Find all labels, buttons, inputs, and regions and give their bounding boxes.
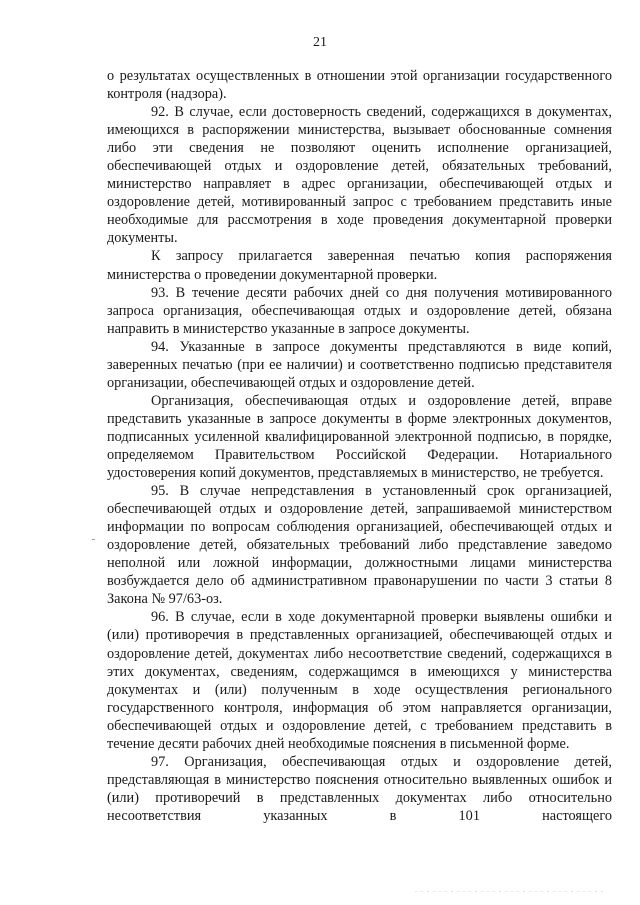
margin-mark [92, 539, 95, 540]
scan-artifact [415, 891, 605, 892]
paragraph-97: 97. Организация, обеспечивающая отдых и оздоровление детей, представляющая в министерство пояснения относительно выявленных ошибок и (или) противоречий в представленных документах либо относительно несоответствия указанных в 101 настоящего [107, 753, 612, 824]
paragraph-92: 92. В случае, если достоверность сведений, содержащихся в документах, имеющихся в распоряжении министерства, вызывает обоснованные сомнения либо эти сведения не позволяют оценить исполнение организацией, обеспечивающей отдых и оздоровление детей, обязательных требований, министерство направляет в адрес организации, обеспечивающей отдых и оздоровление детей, мотивированный запрос с требованием представить иные необходимые для рассмотрения в ходе проведения документарной проверки документы. [107, 104, 612, 247]
paragraph-electronic-documents: Организация, обеспечивающая отдых и оздоровление детей, вправе представить указанные в запросе документы в форме электронных документов, подписанных усиленной квалифицированной электронной подписью, в порядке, определяемом Правительством Российской Федерации. Нотариального удостоверения копий документов, представляемых в министерство, не требуется. [107, 392, 612, 482]
paragraph-continuation: о результатах осуществленных в отношении этой организации государственного контроля (надзора). [107, 68, 612, 103]
paragraph-93: 93. В течение десяти рабочих дней со дня получения мотивированного запроса организация, обеспечивающая отдых и оздоровление детей, обязана направить в министерство указанные в запросе документы. [107, 284, 612, 337]
paragraph-95: 95. В случае непредставления в установленный срок организацией, обеспечивающей отдых и оздоровление детей, запрашиваемой министерством информации по вопросам соблюдения организацией, обеспечивающей отдых и оздоровление детей, обязательных требований либо представление заведомо неполной или ложной информации, должностными лицами министерства возбуждается дело об административном правонарушении по части 3 статьи 8 Закона № 97/63-оз. [107, 483, 612, 608]
paragraph-94: 94. Указанные в запросе документы представляются в виде копий, заверенных печатью (при ее наличии) и соответственно подписью представителя организации, обеспечивающей отдых и оздоровление детей. [107, 338, 612, 391]
paragraph-request-attachment: К запросу прилагается заверенная печатью копия распоряжения министерства о проведении документарной проверки. [107, 248, 612, 283]
paragraph-96: 96. В случае, если в ходе документарной проверки выявлены ошибки и (или) противоречия в представленных организацией, обеспечивающей отдых и оздоровление детей, документах либо несоответствие сведений, содержащихся в этих документах, сведениям, содержащимся в имеющихся у министерства документах и (или) полученным в ходе осуществления регионального государственного контроля, информация об этом направляется организации, обеспечивающей отдых и оздоровление детей, с требованием представить в течение десяти рабочих дней необходимые пояснения в письменной форме. [107, 609, 612, 752]
document-body [107, 67, 612, 825]
page-number: 21 [313, 35, 327, 50]
